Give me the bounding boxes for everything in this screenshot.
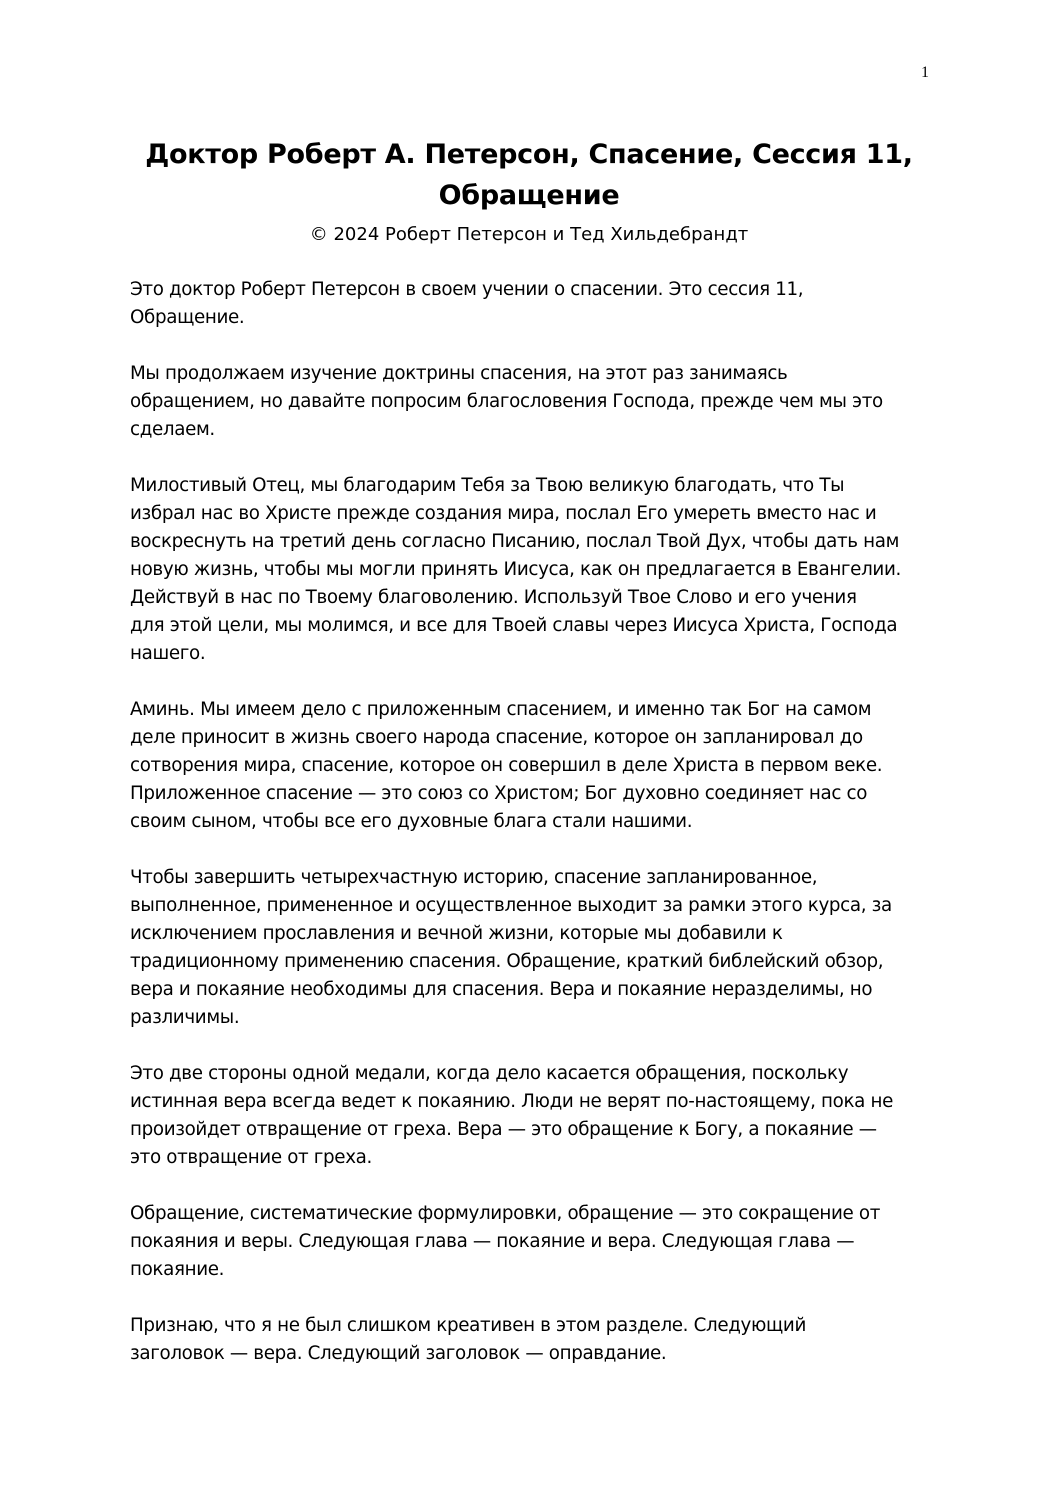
paragraph-line: воскреснуть на третий день согласно Писанию, послал Твой Дух, чтобы дать нам (130, 531, 900, 552)
paragraph (130, 472, 950, 668)
paragraph-line: Это две стороны одной медали, когда дело касается обращения, поскольку (130, 1063, 849, 1084)
paragraph-line: произойдет отвращение от греха. Вера — это обращение к Богу, а покаяние — (130, 1119, 877, 1140)
paragraph-line: деле приносит в жизнь своего народа спасение, которое он запланировал до (130, 727, 863, 748)
paragraph (130, 1200, 950, 1284)
paragraph-line: Действуй в нас по Твоему благоволению. Используй Твое Слово и его учения (130, 587, 857, 608)
paragraph-line: Мы продолжаем изучение доктрины спасения, на этот раз занимаясь (130, 363, 788, 384)
paragraph-line: для этой цели, мы молимся, и все для Твоей славы через Иисуса Христа, Господа (130, 615, 898, 636)
paragraph-line: покаяния и веры. Следующая глава — покаяние и вера. Следующая глава — (130, 1231, 855, 1252)
paragraph-line: новую жизнь, чтобы мы могли принять Иисуса, как он предлагается в Евангелии. (130, 559, 901, 580)
paragraph-line: покаяние. (130, 1259, 225, 1280)
paragraph-line: Аминь. Мы имеем дело с приложенным спасением, и именно так Бог на самом (130, 699, 872, 720)
paragraph-line: обращением, но давайте попросим благословения Господа, прежде чем мы это (130, 391, 883, 412)
paragraph-line: различимы. (130, 1007, 240, 1028)
paragraph (130, 1312, 950, 1368)
paragraph-line: это отвращение от греха. (130, 1147, 372, 1168)
title-line: Обращение (438, 180, 620, 211)
paragraph-line: Это доктор Роберт Петерсон в своем учении о спасении. Это сессия 11, (130, 279, 804, 300)
title-line: Доктор Роберт А. Петерсон, Спасение, Сессия 11, (145, 139, 913, 170)
paragraph-line: исключением прославления и вечной жизни, которые мы добавили к (130, 923, 783, 944)
paragraph-line: Обращение, систематические формулировки, обращение — это сокращение от (130, 1203, 880, 1224)
paragraph-line: традиционному применению спасения. Обращение, краткий библейский обзор, (130, 951, 884, 972)
paragraph-line: избрал нас во Христе прежде создания мира, послал Его умереть вместо нас и (130, 503, 877, 524)
paragraph-line: своим сыном, чтобы все его духовные блага стали нашими. (130, 811, 693, 832)
paragraph-line: Обращение. (130, 307, 245, 328)
paragraph-line: истинная вера всегда ведет к покаянию. Люди не верят по-настоящему, пока не (130, 1091, 893, 1112)
paragraph-line: Милостивый Отец, мы благодарим Тебя за Твою великую благодать, что Ты (130, 475, 845, 496)
copyright-line: © 2024 Роберт Петерсон и Тед Хильдебрандт (309, 224, 749, 245)
paragraph-line: сделаем. (130, 419, 215, 440)
document-title (0, 134, 1058, 216)
paragraph-line: заголовок — вера. Следующий заголовок — оправдание. (130, 1343, 667, 1364)
paragraph (130, 864, 950, 1032)
page-number: 1 (921, 64, 929, 81)
paragraph (130, 276, 950, 332)
paragraph (130, 360, 950, 444)
paragraph (130, 696, 950, 836)
paragraph-line: выполненное, примененное и осуществленное выходит за рамки этого курса, за (130, 895, 892, 916)
document-body (130, 276, 950, 1396)
paragraph-line: сотворения мира, спасение, которое он совершил в деле Христа в первом веке. (130, 755, 883, 776)
paragraph (130, 1060, 950, 1172)
paragraph-line: Чтобы завершить четырехчастную историю, спасение запланированное, (130, 867, 818, 888)
paragraph-line: нашего. (130, 643, 206, 664)
paragraph-line: Приложенное спасение — это союз со Христом; Бог духовно соединяет нас со (130, 783, 868, 804)
paragraph-line: вера и покаяние необходимы для спасения. Вера и покаяние неразделимы, но (130, 979, 873, 1000)
paragraph-line: Признаю, что я не был слишком креативен в этом разделе. Следующий (130, 1315, 806, 1336)
